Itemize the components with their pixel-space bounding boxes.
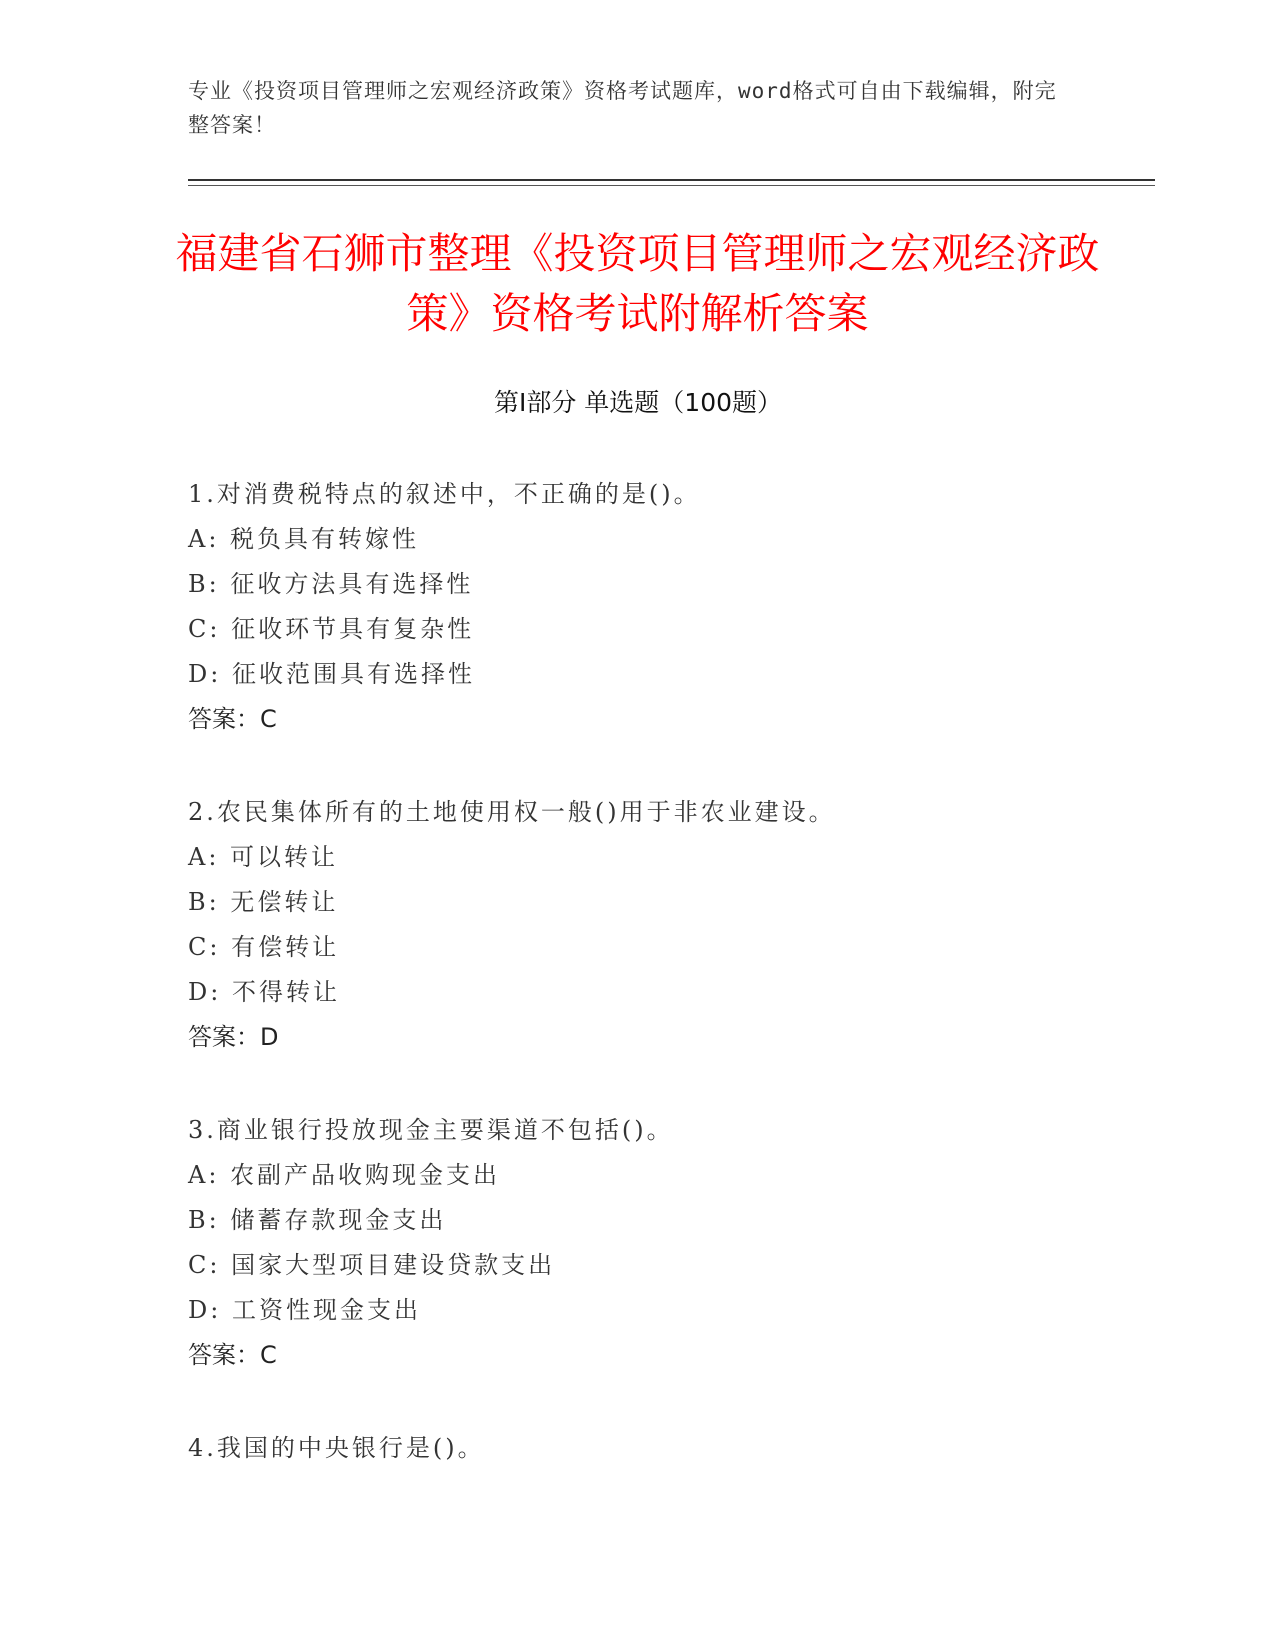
document-title: 福建省石狮市整理《投资项目管理师之宏观经济政策》资格考试附解析答案 — [175, 229, 1100, 338]
question-stem: 2.农民集体所有的土地使用权一般()用于非农业建设。 — [188, 798, 836, 826]
option-c: C: 国家大型项目建设贷款支出 — [188, 1251, 556, 1279]
question-stem: 1.对消费税特点的叙述中，不正确的是()。 — [188, 480, 701, 508]
question-stem: 3.商业银行投放现金主要渠道不包括()。 — [188, 1116, 674, 1144]
option-d: D: 工资性现金支出 — [188, 1296, 421, 1324]
question-3 — [188, 1108, 1168, 1378]
option-a: A: 可以转让 — [188, 843, 339, 871]
option-d: D: 不得转让 — [188, 978, 340, 1006]
option-c: C: 有偿转让 — [188, 933, 340, 961]
option-c: C: 征收环节具有复杂性 — [188, 615, 475, 643]
option-d: D: 征收范围具有选择性 — [188, 660, 475, 688]
answer-line: 答案：D — [188, 1023, 279, 1051]
option-b: B: 储蓄存款现金支出 — [188, 1206, 447, 1234]
answer-line: 答案：C — [188, 705, 277, 733]
question-4 — [188, 1426, 1168, 1471]
option-a: A: 税负具有转嫁性 — [188, 525, 420, 553]
question-1 — [188, 472, 1168, 742]
header-divider-thin — [188, 185, 1155, 186]
section-title: 第Ⅰ部分 单选题（100题） — [493, 388, 783, 417]
header-note: 专业《投资项目管理师之宏观经济政策》资格考试题库，word格式可自由下载编辑，附完整答案！ — [188, 79, 1057, 137]
header-divider-thick — [188, 179, 1155, 181]
option-a: A: 农副产品收购现金支出 — [188, 1161, 501, 1189]
answer-line: 答案：C — [188, 1341, 277, 1369]
option-b: B: 征收方法具有选择性 — [188, 570, 474, 598]
option-b: B: 无偿转让 — [188, 888, 339, 916]
question-2 — [188, 790, 1168, 1060]
question-stem: 4.我国的中央银行是()。 — [188, 1434, 485, 1462]
